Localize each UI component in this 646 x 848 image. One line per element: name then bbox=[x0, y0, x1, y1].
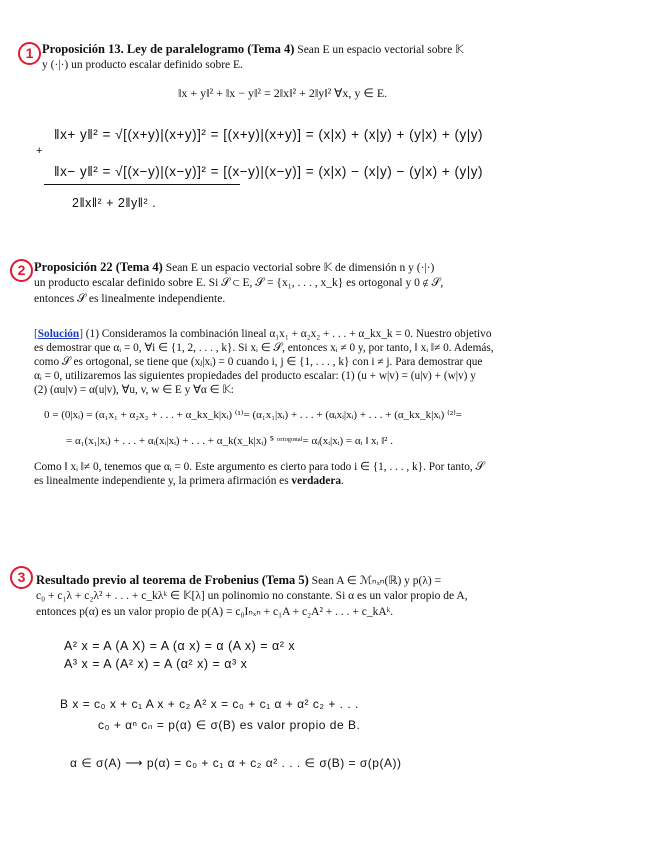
proof-equation-line-2: = α₁(x₁|xᵢ) + . . . + αᵢ(xᵢ|xᵢ) + . . . + α_k(x_k|xᵢ) ᔆ ᵒʳᵗᵒᵍᵒⁿᵃˡ= αᵢ(xᵢ|xᵢ) = αᵢ ‖ xᵢ ‖² . bbox=[66, 435, 393, 447]
solution-text-line-3: como 𝒮 es ortogonal, se tiene que (xⱼ|xᵢ) = 0 cuando i, j ∈ {1, . . . , k} con i ≠ j. Para demostrar que bbox=[34, 356, 483, 368]
section-3-handwritten-line-5: α ∈ σ(A) ⟶ p(α) = c₀ + c₁ α + c₂ α² . . . ∈ σ(B) = σ(p(A)) bbox=[70, 756, 402, 770]
conclusion-line-2: es linealmente independiente y, la primera afirmación es verdadera. bbox=[34, 475, 344, 487]
solution-line-1: [Solución] (1) Consideramos la combinación lineal α₁x₁ + α₂x₂ + . . . + α_kx_k = 0. Nuestro objetivo bbox=[34, 328, 492, 340]
solution-label: Solución bbox=[37, 328, 80, 340]
section-2-number-badge: 2 bbox=[10, 259, 33, 282]
proof-equation-line-1: 0 = (0|xᵢ) = (α₁x₁ + α₂x₂ + . . . + α_kx_k|xᵢ) ⁽¹⁾= (α₁x₁|xᵢ) + . . . + (αᵢxᵢ|xᵢ) + . . . + (α_kx_k|xᵢ) ⁽²⁾= bbox=[44, 409, 462, 421]
section-3-statement bbox=[36, 573, 636, 589]
section-3-handwritten-line-3: B x = c₀ x + c₁ A x + c₂ A² x = c₀ + c₁ α + α² c₂ + . . . bbox=[60, 697, 359, 711]
section-1-title: Proposición 13. Ley de paralelogramo (Tema 4) bbox=[42, 42, 295, 56]
section-1-handwritten-result: 2‖x‖² + 2‖y‖² . bbox=[72, 196, 157, 210]
section-1-statement-line1: Sean E un espacio vectorial sobre 𝕂 bbox=[297, 44, 464, 56]
section-3-statement-line3: entonces p(α) es un valor propio de p(A) = c₀Iₙₓₙ + c₁A + c₂A² + . . . + c_kAᵏ. bbox=[36, 606, 394, 618]
section-3-statement-line2: c₀ + c₁λ + c₂λ² + . . . + c_kλᵏ ∈ 𝕂[λ] un polinomio no constante. Si α es un valor propio de A, bbox=[36, 590, 468, 602]
section-3-statement-line1: Sean A ∈ ℳₙₓₙ(ℝ) y p(λ) = bbox=[311, 575, 442, 587]
solution-text-line-4: αᵢ = 0, utilizaremos las siguientes propiedades del producto escalar: (1) (u + w|v) = (u|v) + (w|v) y bbox=[34, 370, 476, 382]
section-2-statement-line3: entonces 𝒮 es linealmente independiente. bbox=[34, 293, 226, 305]
section-1-handwritten-plus: + bbox=[36, 145, 43, 157]
section-2-statement-line2: un producto escalar definido sobre E. Si 𝒮 ⊂ E, 𝒮 = {x₁, . . . , x_k} es ortogonal y 0 ∉ 𝒮, bbox=[34, 277, 444, 289]
solution-text-line-1: (1) Consideramos la combinación lineal α₁x₁ + α₂x₂ + . . . + α_kx_k = 0. Nuestro objetivo bbox=[85, 328, 492, 340]
section-3-handwritten-line-4: c₀ + αⁿ cₙ = p(α) ∈ σ(B) es valor propio de B. bbox=[98, 718, 361, 732]
section-1-handwritten-line-1: ‖x+ y‖² = √[(x+y)|(x+y)]² = [(x+y)|(x+y)] = (x|x) + (x|y) + (y|x) + (y|y) bbox=[54, 127, 484, 142]
conclusion-line-1: Como ‖ xᵢ ‖≠ 0, tenemos que αᵢ = 0. Este argumento es cierto para todo i ∈ {1, . . . , k}. Por tanto, 𝒮 bbox=[34, 461, 485, 473]
section-2-statement-line1: Sean E un espacio vectorial sobre 𝕂 de dimensión n y (·|·) bbox=[165, 262, 435, 274]
conclusion-verdict: verdadera bbox=[291, 475, 341, 487]
section-3-number-badge: 3 bbox=[10, 566, 33, 589]
section-1-handwritten-line-2: ‖x− y‖² = √[(x−y)|(x−y)]² = [(x−y)|(x−y)] = (x|x) − (x|y) − (y|x) + (y|y) bbox=[54, 164, 484, 179]
solution-text-line-2: es demostrar que αᵢ = 0, ∀i ∈ {1, 2, . . . , k}. Si xᵢ ∈ 𝒮, entonces xᵢ ≠ 0 y, por tanto, ‖ xᵢ ‖≠ 0. Además, bbox=[34, 342, 494, 354]
section-3-title: Resultado previo al teorema de Frobenius (Tema 5) bbox=[36, 573, 309, 587]
solution-text-line-5: (2) (αu|v) = α(u|v), ∀u, v, w ∈ E y ∀α ∈ 𝕂: bbox=[34, 384, 234, 396]
section-1-number-badge: 1 bbox=[18, 42, 41, 65]
section-1-formula: ‖x + y‖² + ‖x − y‖² = 2‖x‖² + 2‖y‖² ∀x, y ∈ E. bbox=[178, 86, 388, 100]
section-2-statement bbox=[34, 260, 634, 276]
section-1-statement-line2: y (·|·) un producto escalar definido sobre E. bbox=[42, 59, 243, 71]
section-3-handwritten-line-1: A² x = A (A X) = A (α x) = α (A x) = α² x bbox=[64, 639, 296, 653]
section-3-handwritten-line-2: A³ x = A (A² x) = A (α² x) = α³ x bbox=[64, 657, 248, 671]
section-1-statement bbox=[42, 42, 602, 58]
section-2-title: Proposición 22 (Tema 4) bbox=[34, 260, 163, 274]
sum-underline bbox=[44, 184, 240, 185]
